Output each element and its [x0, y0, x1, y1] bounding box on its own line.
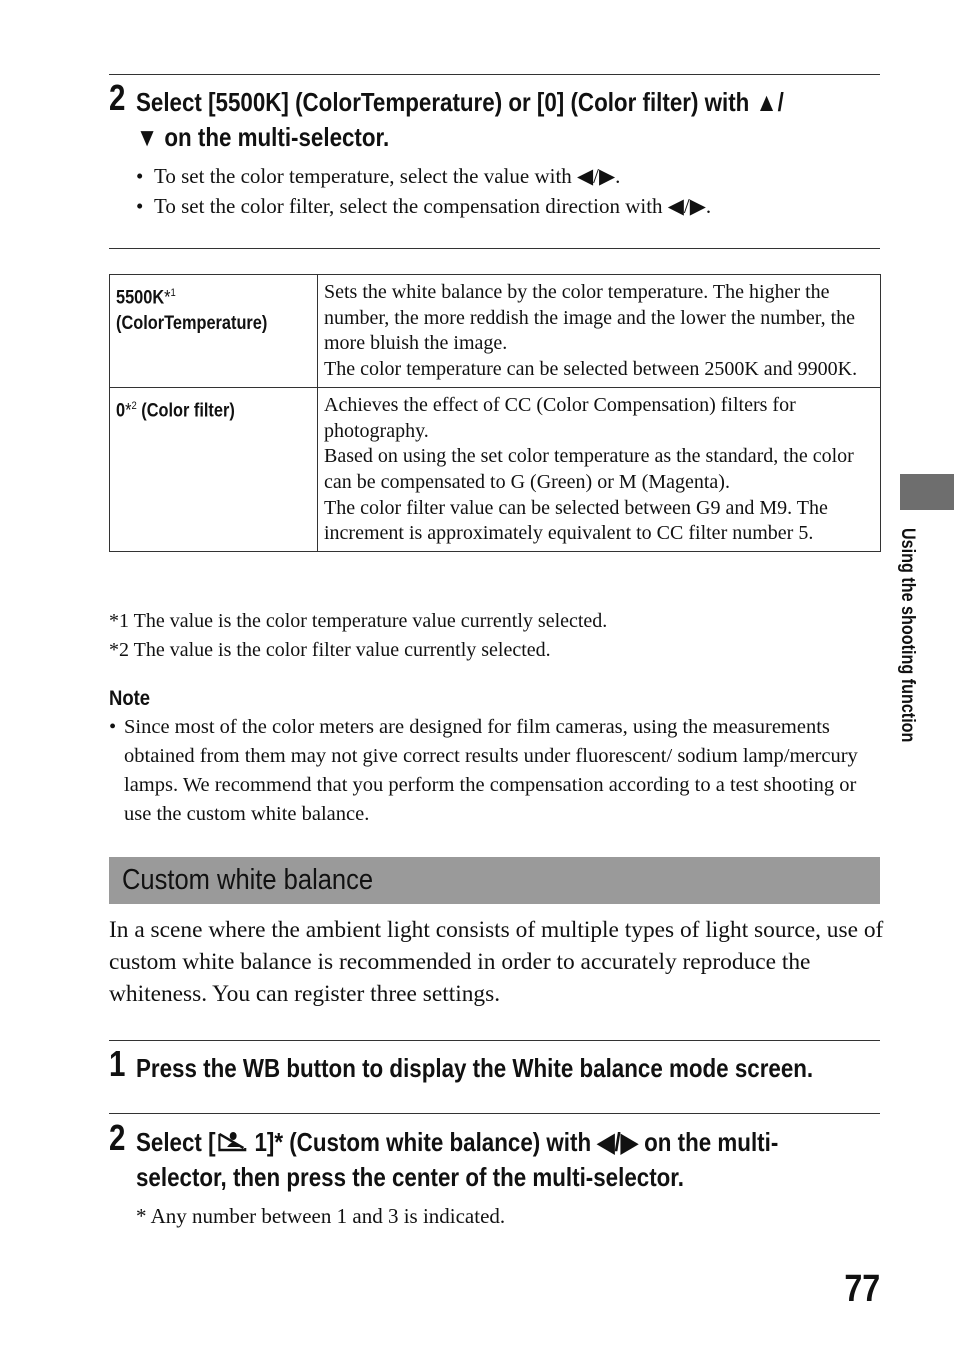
note-title: Note [109, 687, 151, 710]
chapter-label: Using the shooting function [897, 528, 918, 743]
label-main: 5500K [116, 287, 165, 309]
table-label-cell [110, 275, 318, 388]
chapter-label-wrap [893, 528, 923, 818]
step-heading: Press the WB button to display the White balance mode screen. [136, 1053, 814, 1083]
section-rule [109, 248, 880, 249]
table-row [110, 275, 881, 388]
step-heading-line1: Select [5500K] (ColorTemperature) or [0] (Color filter) with ▲/ [136, 87, 784, 117]
step-number: 2 [109, 77, 126, 118]
label-mark: * [125, 400, 132, 422]
label-sub: (Color filter) [136, 400, 235, 422]
table-row [110, 387, 881, 551]
settings-table [109, 274, 881, 552]
heading-pre: Select [ [136, 1127, 216, 1157]
bullet-text: To set the color filter, select the compensation direction with ◀/▶. [154, 194, 712, 218]
desc-para: The color temperature can be selected between 2500K and 9900K. [324, 358, 858, 381]
footnote: *2 The value is the color filter value currently selected. [109, 639, 551, 661]
desc-para: Sets the white balance by the color temperature. The higher the number, the more reddish the image and the lower the number, the more bluish the image. [324, 281, 856, 355]
top-rule [109, 74, 880, 75]
step-heading-line2: selector, then press the center of the multi-selector. [136, 1162, 684, 1192]
chapter-tab [900, 474, 954, 510]
page-number: 77 [844, 1268, 880, 1310]
bullet-item: • To set the color temperature, select the value with ◀/▶. [136, 164, 621, 188]
custom-wb-icon [217, 1128, 246, 1163]
note-body [109, 713, 869, 829]
step-rule [109, 1040, 880, 1041]
step-heading-line1 [136, 1125, 778, 1163]
table-label-cell [110, 387, 318, 551]
desc-para: Based on using the set color temperature as the standard, the color can be compensated to G (Green) or M (Magenta). [324, 445, 854, 493]
step-number: 2 [109, 1117, 126, 1158]
section-intro: In a scene where the ambient light consists of multiple types of light source, use of custom white balance is recommended in order to accurately reproduce the whiteness. You can register three settings. [109, 917, 884, 1007]
desc-para: The color filter value can be selected between G9 and M9. The increment is approximately equivalent to CC filter number 5. [324, 496, 828, 545]
footnote: *1 The value is the color temperature value currently selected. [109, 610, 608, 632]
step-footnote: * Any number between 1 and 3 is indicated. [136, 1204, 506, 1228]
bullet-item: • To set the color filter, select the compensation direction with ◀/▶. [136, 194, 712, 218]
step-number: 1 [109, 1043, 126, 1084]
label-sup: 1 [170, 287, 176, 299]
heading-post: 1]* (Custom white balance) with ◀/▶ on the multi- [248, 1127, 779, 1157]
step-heading-line2: ▼ on the multi-selector. [136, 122, 390, 152]
note-bullet: • [109, 716, 117, 738]
note-text: Since most of the color meters are designed for film cameras, using the measurements obtained from them may not give correct results under fluorescent/ sodium lamp/mercury lamps. We recommend that you perform the compensation according to a test shooting or use the custom white balance. [124, 716, 858, 825]
step-rule [109, 1113, 880, 1114]
table-desc-cell [318, 275, 881, 388]
label-sup: 2 [131, 399, 137, 412]
desc-para: Achieves the effect of CC (Color Compensation) filters for photography. [324, 393, 796, 442]
label-sub: (ColorTemperature) [116, 313, 268, 335]
table-desc-cell [318, 387, 881, 551]
label-mark: * [164, 287, 171, 309]
section-title: Custom white balance [122, 864, 374, 896]
section-header-bar [109, 857, 880, 904]
label-main: 0 [116, 400, 126, 422]
bullet-text: To set the color temperature, select the value with ◀/▶. [154, 164, 621, 188]
